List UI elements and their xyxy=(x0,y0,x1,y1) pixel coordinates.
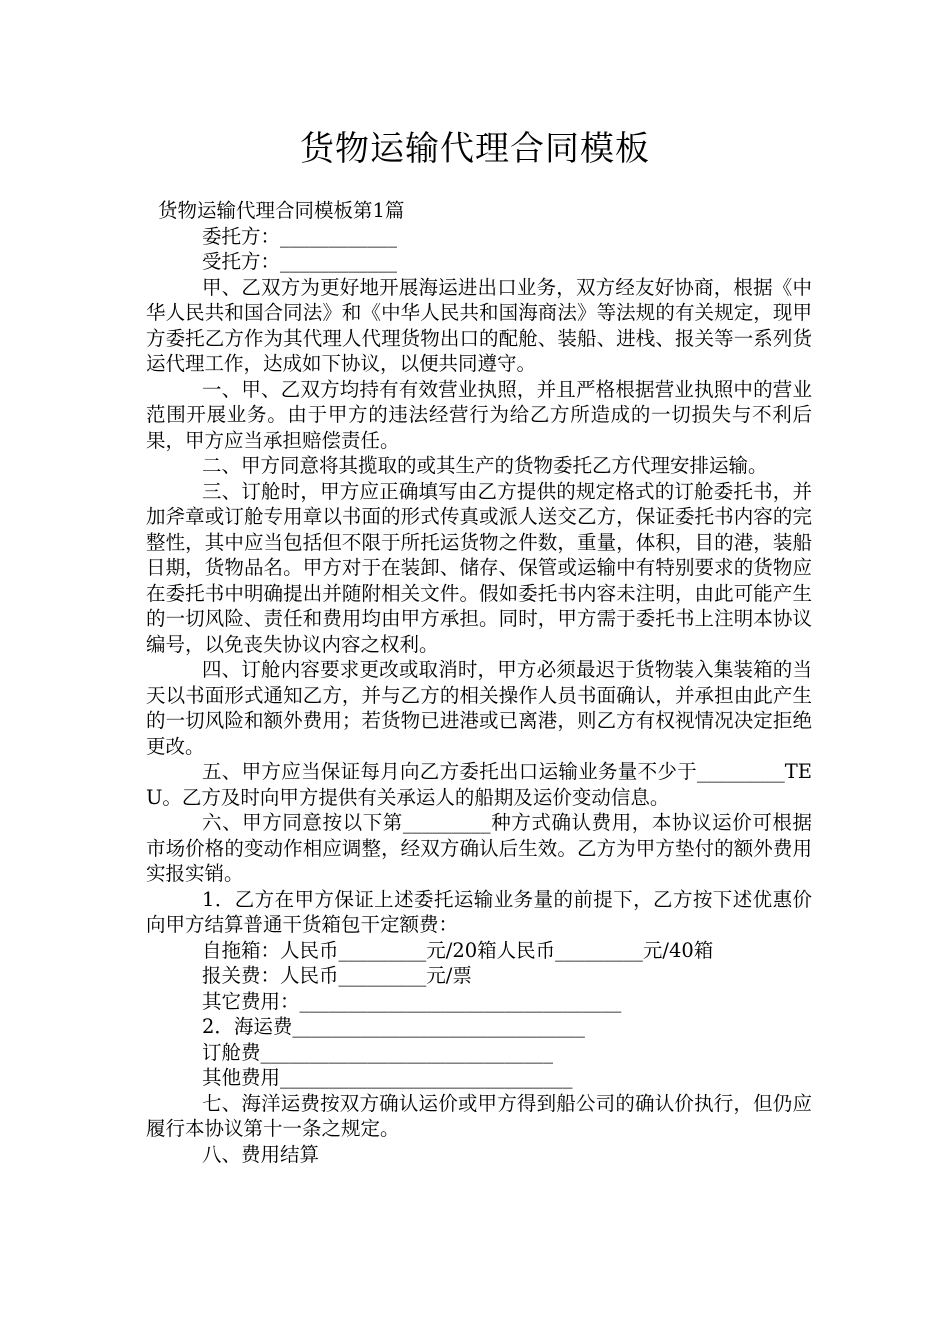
fee-line-trucking: 自拖箱：人民币_________元/20箱人民币_________元/40箱 xyxy=(202,938,714,962)
fee-line-misc: 其他费用______________________________ xyxy=(202,1066,573,1089)
paragraph-clause-3: 三、订舱时，甲方应正确填写由乙方提供的规定格式的订舱委托书，并加斧章或订舱专用章以书面的形式传真或派人送交乙方，保证委托书内容的完整性，其中应当包括但不限于所托运货物之件数，重量，体积，目的港，装船日期，货物品名。甲方对于在装卸、储存、保管或运输中有特别要求的货物应在委托书中明确提出并随附相关文件。假如委托书内容未注明，由此可能产生的一切风险、责任和费用均由甲方承担。同时，甲方需于委托书上注明本协议编号，以免丧失协议内容之权利。 xyxy=(146,479,812,656)
paragraph-clause-2: 二、甲方同意将其揽取的或其生产的货物委托乙方代理安排运输。 xyxy=(202,454,768,477)
fee-line-other: 其它费用：_________________________________ xyxy=(202,989,622,1013)
paragraph-clause-6-item-1: 1．乙方在甲方保证上述委托运输业务量的前提下，乙方按下述优惠价向甲方结算普通干货箱包干定额费： xyxy=(146,887,812,936)
fee-line-ocean-freight: 2．海运费______________________________ xyxy=(202,1015,585,1038)
section-heading: 货物运输代理合同模板第1篇 xyxy=(158,199,405,222)
paragraph-clause-6: 六、甲方同意按以下第_________种方式确认费用，本协议运价可根据市场价格的变动作相应调整，经双方确认后生效。乙方为甲方垫付的额外费用实报实销。 xyxy=(146,811,812,885)
paragraph-clause-8: 八、费用结算 xyxy=(202,1142,320,1166)
paragraph-clause-1: 一、甲、乙双方均持有有效营业执照，并且严格根据营业执照中的营业范围开展业务。由于甲方的违法经营行为给乙方所造成的一切损失与不利后果，甲方应当承担赔偿责任。 xyxy=(146,377,812,452)
client-line: 委托方：____________ xyxy=(202,224,398,248)
paragraph-preamble: 甲、乙双方为更好地开展海运进出口业务，双方经友好协商，根据《中华人民共和国合同法》和《中华人民共和国海商法》等法规的有关规定，现甲方委托乙方作为其代理人代理货物出口的配舱、装船、进栈、报关等一系列货运代理工作，达成如下协议，以便共同遵守。 xyxy=(146,275,812,375)
paragraph-clause-5: 五、甲方应当保证每月向乙方委托出口运输业务量不少于_________TEU。乙方及时向甲方提供有关承运人的船期及运价变动信息。 xyxy=(146,760,812,809)
fee-line-booking: 订舱费______________________________ xyxy=(202,1040,554,1064)
paragraph-clause-7: 七、海洋运费按双方确认运价或甲方得到船公司的确认价执行，但仍应履行本协议第十一条之规定。 xyxy=(146,1091,812,1140)
document-title: 货物运输代理合同模板 xyxy=(300,129,650,169)
fee-line-customs: 报关费：人民币_________元/票 xyxy=(202,964,472,987)
document-body xyxy=(146,198,812,1167)
paragraph-clause-4: 四、订舱内容要求更改或取消时，甲方必须最迟于货物装入集装箱的当天以书面形式通知乙方，并与乙方的相关操作人员书面确认，并承担由此产生的一切风险和额外费用；若货物已进港或已离港，则乙方有权视情况决定拒绝更改。 xyxy=(146,658,812,758)
agent-line: 受托方：____________ xyxy=(202,250,398,273)
